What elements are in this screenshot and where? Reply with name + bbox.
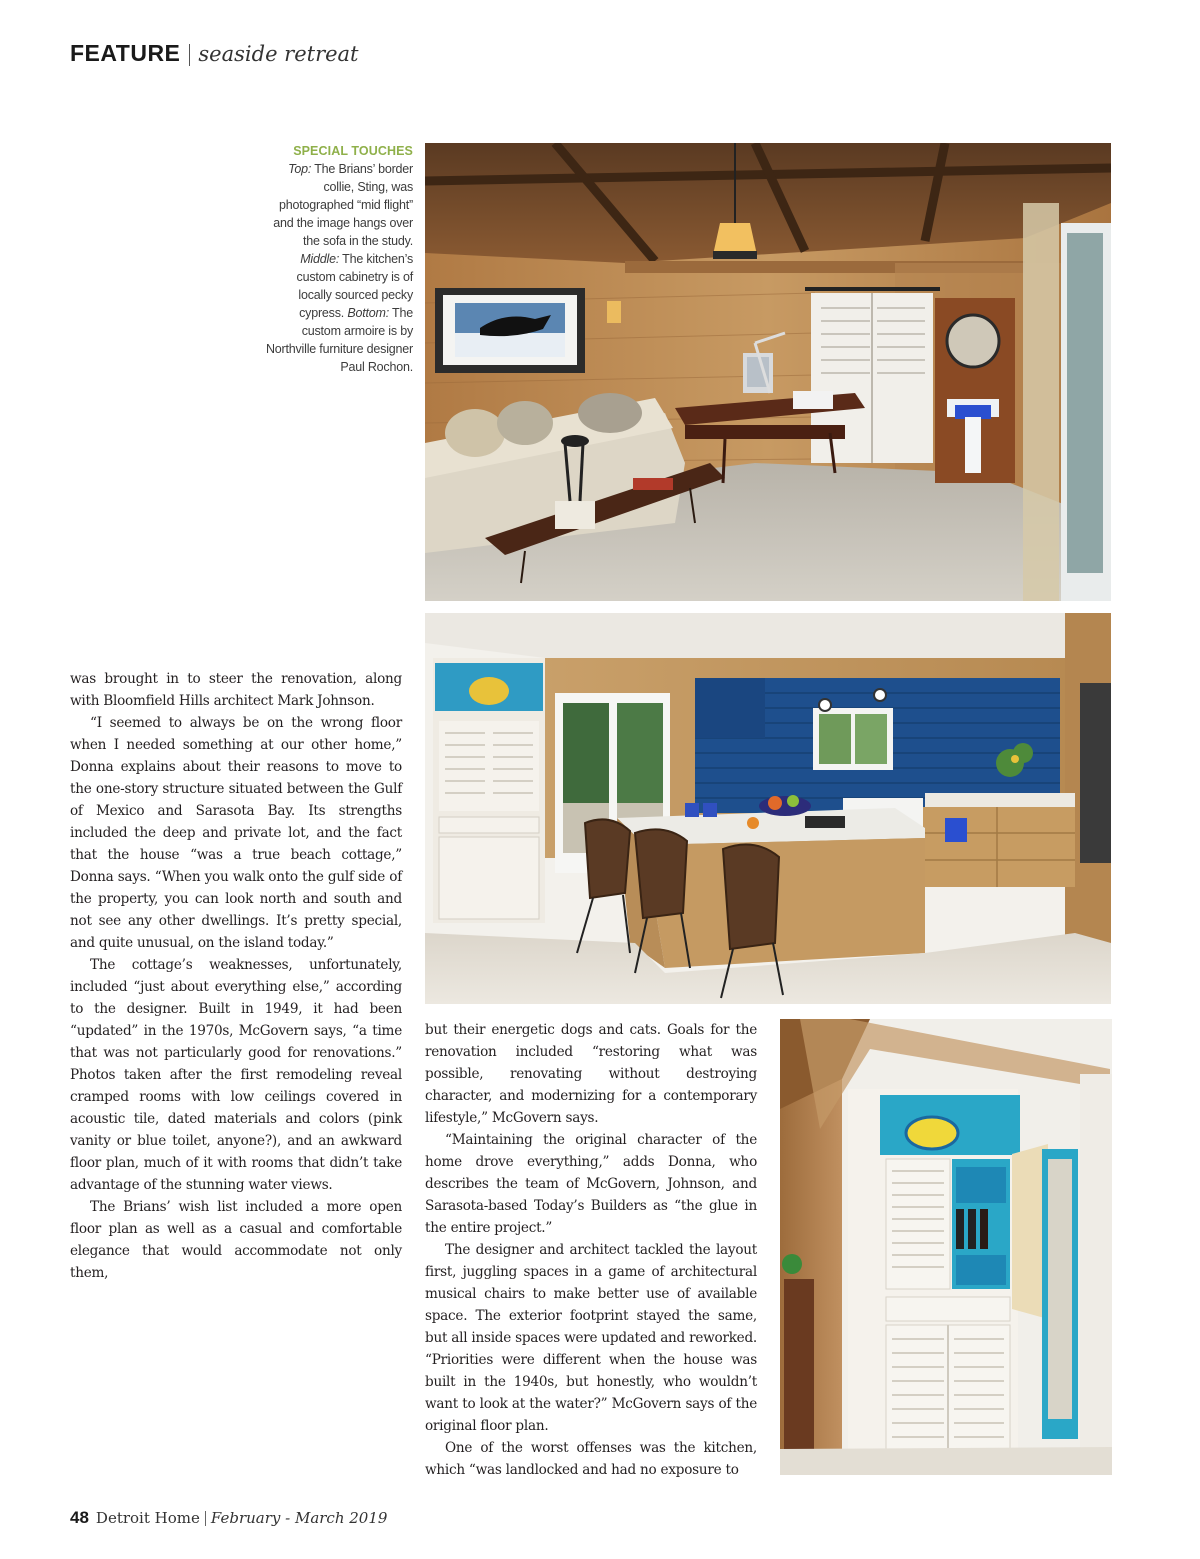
middle-paragraph-3: The designer and architect tackled the layout first, juggling spaces in a game of architectural musical chairs to make better use of available space. The exterior footprint stayed the same, but all inside spaces were updated and reworked. “Priorities were different when the house was built in the 1940s, but honestly, who wouldn’t want to look at the water?” McGovern says of the original floor plan. (425, 1242, 757, 1434)
header-divider (189, 44, 190, 66)
caption-text-middle: The kitchen’s custom cabinetry is of locally sourced pecky cypress. (296, 252, 413, 320)
page-number: 48 (70, 1508, 89, 1527)
left-paragraph-1: was brought in to steer the renovation, along with Bloomfield Hills architect Mark Johnson. (70, 671, 402, 709)
caption-text-bottom: The custom armoire is by Northville furniture designer Paul Rochon. (265, 306, 413, 374)
left-paragraph-4: The Brians’ wish list included a more open floor plan as well as a casual and comfortable elegance that would accommodate not only them, (70, 1199, 402, 1281)
running-header (70, 40, 359, 70)
caption-label-bottom: Bottom: (347, 306, 389, 320)
article-column-middle (425, 1019, 757, 1481)
article-column-left (70, 668, 402, 1284)
caption-label-middle: Middle: (300, 252, 340, 266)
issue-date: February - March 2019 (210, 1509, 388, 1527)
magazine-name: Detroit Home (95, 1509, 200, 1527)
section-kicker: FEATURE (70, 40, 181, 66)
page-footer (70, 1508, 387, 1528)
left-paragraph-3: The cottage’s weaknesses, unfortunately, included “just about everything else,” according to the designer. Built in 1949, it had been “updated” in the 1970s, McGovern says, “a time that was not particularly good for renovations.” Photos taken after the first remodeling reveal cramped rooms with low ceilings covered in acoustic tile, dated materials and colors (pink vanity or blue toilet, anyone?), and an awkward floor plan, much of it with rooms that didn’t take advantage of the stunning water views. (70, 957, 402, 1193)
left-paragraph-2: “I seemed to always be on the wrong floor when I needed something at our other home,” Donna explains about their reasons to move to the one-story structure situated between the Gulf of Mexico and Sarasota Bay. Its strengths included the deep and private lot, and the fact that the house “was a true beach cottage,” Donna says. “When you walk onto the gulf side of the property, you can look north and south and not see any other dwellings. It’s pretty special, and quite unusual, on the island today.” (70, 715, 402, 951)
caption-label-top: Top: (288, 162, 312, 176)
kitchen-photo (425, 613, 1111, 1004)
armoire-photo (780, 1019, 1112, 1475)
middle-paragraph-4: One of the worst offenses was the kitchen, which “was landlocked and had no exposure to (425, 1440, 757, 1478)
photo-caption (262, 142, 413, 376)
study-photo (425, 143, 1111, 601)
middle-paragraph-2: “Maintaining the original character of the home drove everything,” adds Donna, who describes the team of McGovern, Johnson, and Sarasota-based Today’s Builders as “the glue in the entire project.” (425, 1132, 757, 1236)
middle-paragraph-1: but their energetic dogs and cats. Goals for the renovation included “restoring what was possible, renovating without destroying character, and modernizing for a contemporary lifestyle,” McGovern says. (425, 1022, 757, 1126)
caption-heading: SPECIAL TOUCHES (293, 144, 413, 158)
section-title: seaside retreat (198, 42, 359, 66)
caption-text-top: The Brians’ border collie, Sting, was photographed “mid flight” and the image hangs over the sofa in the study. (273, 162, 413, 248)
footer-divider (205, 1511, 206, 1526)
